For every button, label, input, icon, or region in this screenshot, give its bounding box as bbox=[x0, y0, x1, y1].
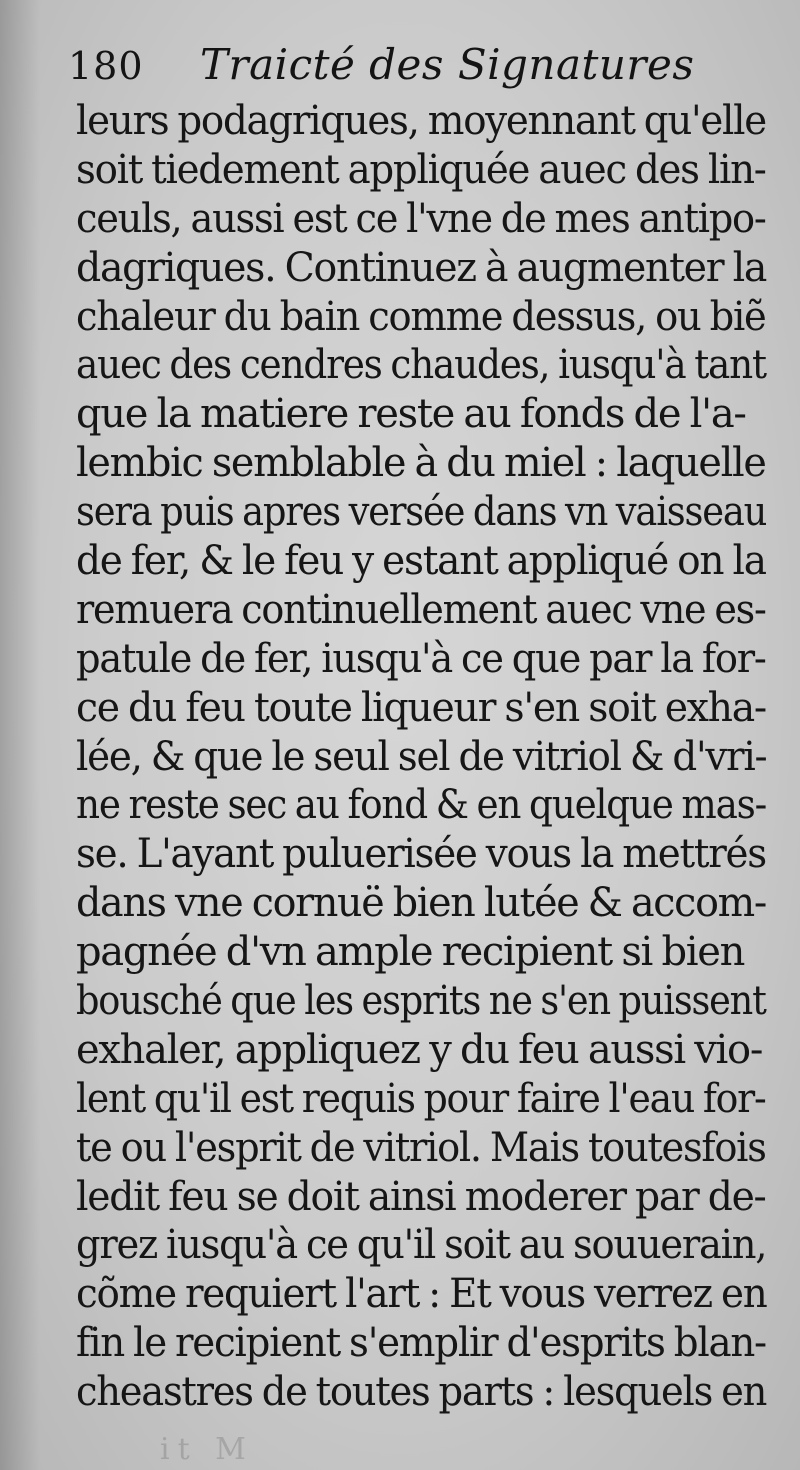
text-line: te ou l'esprit de vitriol. Mais toutesfois bbox=[76, 1124, 766, 1171]
text-line: cheastres de toutes parts : lesquels en bbox=[76, 1369, 767, 1416]
text-line: exhaler, appliquez y du feu aussi vio- bbox=[76, 1026, 763, 1073]
text-line: grez iusqu'à ce qu'il soit au souuerain, bbox=[76, 1222, 767, 1269]
text-line: que la matiere reste au fonds de l'a- bbox=[76, 391, 746, 438]
bleed-through-text: it M bbox=[160, 1432, 254, 1467]
text-line: leurs podagriques, moyennant qu'elle bbox=[76, 98, 766, 144]
text-line: chaleur du bain comme dessus, ou biẽ bbox=[76, 293, 766, 340]
text-line: auec des cendres chaudes, iusqu'à tant bbox=[76, 342, 766, 389]
text-line: de fer, & le feu y estant appliqué on la bbox=[76, 538, 766, 585]
body-text bbox=[76, 97, 767, 1417]
text-line: patule de fer, iusqu'à ce que par la for- bbox=[76, 635, 766, 682]
text-line: ceuls, aussi est ce l'vne de mes antipo- bbox=[76, 195, 766, 242]
text-line: cõme requiert l'art : Et vous verrez en bbox=[76, 1271, 767, 1318]
text-line: remuera continuellement auec vne es- bbox=[76, 586, 766, 633]
text-line: soit tiedement appliquée auec des lin- bbox=[76, 146, 766, 193]
text-line: pagnée d'vn ample recipient si bien bbox=[76, 929, 745, 976]
text-line: ne reste sec au fond & en quelque mas- bbox=[76, 782, 767, 829]
text-line: ce du feu toute liqueur s'en soit exha- bbox=[76, 684, 766, 731]
text-line: dagriques. Continuez à augmenter la bbox=[76, 244, 767, 291]
page-number: 180 bbox=[68, 44, 144, 88]
text-line: lent qu'il est requis pour faire l'eau for- bbox=[76, 1075, 766, 1122]
page-header bbox=[68, 40, 768, 100]
running-title: Traicté des Signatures bbox=[200, 40, 695, 89]
text-line: lée, & que le seul sel de vitriol & d'vri- bbox=[76, 733, 767, 780]
text-line: se. L'ayant puluerisée vous la mettrés bbox=[76, 831, 766, 878]
text-line: ledit feu se doit ainsi moderer par de- bbox=[76, 1173, 766, 1220]
text-line: sera puis apres versée dans vn vaisseau bbox=[76, 489, 767, 536]
text-line: fin le recipient s'emplir d'esprits blan- bbox=[76, 1320, 766, 1367]
text-line: bousché que les esprits ne s'en puissent bbox=[76, 978, 766, 1025]
text-line: lembic semblable à du miel : laquelle bbox=[76, 440, 766, 487]
text-line: dans vne cornuë bien lutée & accom- bbox=[76, 880, 766, 927]
